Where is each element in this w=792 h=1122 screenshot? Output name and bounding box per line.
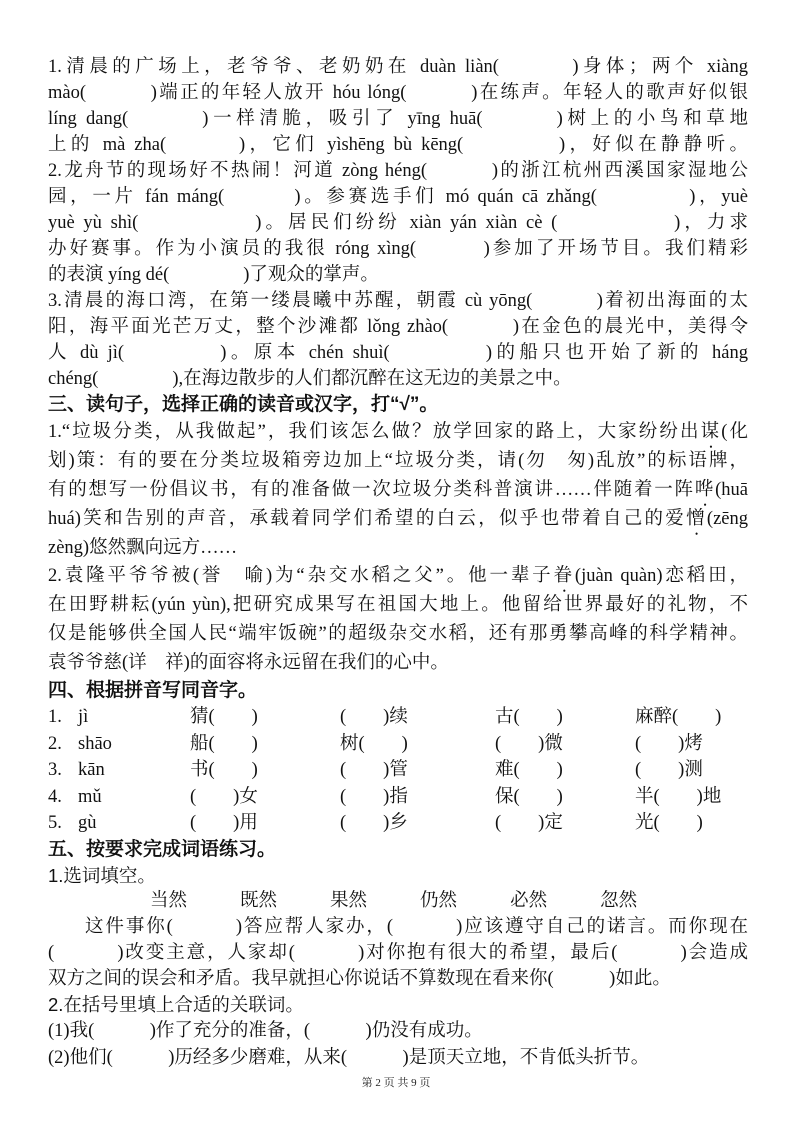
homophone-table xyxy=(48,704,748,837)
line-text: (zēng xyxy=(706,508,748,529)
table-row xyxy=(48,810,748,837)
row-number: 4. xyxy=(48,786,62,807)
part-1-title: 1.选词填空。 xyxy=(48,864,156,886)
row-pinyin: kān xyxy=(78,760,105,781)
fill-in-cell: 难( ) xyxy=(495,760,563,781)
table-row xyxy=(48,704,748,731)
passage-line xyxy=(48,620,748,649)
line-text: 3.清晨的海口湾，在第一缕晨曦中苏醒，朝霞 cù yōng( )着初出海面的太 xyxy=(48,291,748,311)
row-pinyin: shāo xyxy=(78,733,112,754)
row-number: 5. xyxy=(48,813,62,834)
line-text: líng dang( )一样清脆，吸引了 yīng huā( )树上的小鸟和草地 xyxy=(48,109,748,129)
row-pinyin: mǔ xyxy=(78,786,102,807)
fill-in-cell: ( )微 xyxy=(495,733,563,754)
section-4-heading: 四、根据拼音写同音字。 xyxy=(48,680,258,702)
passage-line xyxy=(48,184,748,210)
fill-in-cell: 保( ) xyxy=(495,786,563,807)
conjunction-item-1: (1)我( )作了充分的准备，( )仍没有成功。 xyxy=(48,1021,483,1042)
fill-in-cell: ( )指 xyxy=(340,786,408,807)
passage-line xyxy=(48,914,748,940)
word-option: 果然 xyxy=(330,890,368,911)
fill-in-cell: 猜( ) xyxy=(190,707,258,728)
word-options xyxy=(48,889,748,914)
line-text: mào( )端正的年轻人放开 hóu lóng( )在练声。年轻人的歌声好似银 xyxy=(48,83,748,103)
line-text: 1.“垃圾分类，从我做起”，我们该怎么做？放学回家的路上，大家纷纷出 xyxy=(48,422,701,442)
section-5-heading: 五、按要求完成词语练习。 xyxy=(48,838,277,860)
line-text: 双方之间的误会和矛盾。我早就担心你说话不算数现在看来你( )如此。 xyxy=(48,969,671,990)
table-row xyxy=(48,757,748,784)
fill-in-cell: 船( ) xyxy=(190,733,258,754)
passage-line xyxy=(48,476,748,505)
word-option: 必然 xyxy=(510,890,548,911)
passage-3-1 xyxy=(48,418,748,562)
fill-in-cell: 书( ) xyxy=(190,760,258,781)
row-pinyin: jì xyxy=(78,707,89,728)
passage-line xyxy=(48,132,748,158)
line-text: 在田野耕 xyxy=(48,595,131,616)
word-option: 既然 xyxy=(240,890,278,911)
row-pinyin: gù xyxy=(78,813,97,834)
line-text: yuè yù shì( )。居民们纷纷 xiàn yán xiàn cè ( )，力求 xyxy=(48,213,748,233)
passage-line xyxy=(48,210,748,236)
section-5 xyxy=(48,837,748,1072)
line-text: 2.龙舟节的现场好不热闹！河道 zòng héng( )的浙江杭州西溪国家湿地公 xyxy=(48,161,748,181)
line-text: (yún yùn),把研究成果写在祖国大地上。他留给世界最好的礼物，不 xyxy=(151,595,748,616)
line-text: 划)策：有的要在分类垃圾箱旁边加上“垃圾分类，请(勿 匆)乱放”的标语牌， xyxy=(48,450,748,471)
part-2-title: 2.在括号里填上合适的关联词。 xyxy=(48,994,304,1016)
passage-line xyxy=(48,288,748,314)
fill-in-cell: ( )烤 xyxy=(635,733,703,754)
line-text: 园，一片 fán máng( )。参赛选手们 mó quán cā zhǎng( )，yuè xyxy=(48,187,748,207)
passage-line xyxy=(48,418,748,447)
line-text: (juàn quàn)恋稻田， xyxy=(574,566,748,587)
passage-line xyxy=(48,505,748,534)
table-row xyxy=(48,784,748,811)
line-text: 办好赛事。作为小演员的我很 róng xìng( )参加了开场节目。我们精彩 xyxy=(48,239,748,259)
fill-in-cell: ( )续 xyxy=(340,707,408,728)
passage-line xyxy=(48,447,748,476)
fill-in-cell: 光( ) xyxy=(635,813,703,834)
fill-in-cell: ( )用 xyxy=(190,813,258,834)
passage-line xyxy=(48,366,748,392)
section-3 xyxy=(48,392,748,678)
passage-2-3 xyxy=(48,288,748,392)
passage-2-2 xyxy=(48,158,748,288)
section-pinyin-passages xyxy=(48,54,748,392)
word-option: 当然 xyxy=(150,890,188,911)
line-text: 的表演 yíng dé( )了观众的掌声。 xyxy=(48,265,379,285)
passage-line xyxy=(48,262,748,288)
fill-in-cell: ( )女 xyxy=(190,786,258,807)
fill-in-cell: 半( )地 xyxy=(635,786,722,807)
line-text: 袁爷爷慈(详 祥)的面容将永远留在我们的心中。 xyxy=(48,653,449,674)
passage-line xyxy=(48,80,748,106)
passage-line xyxy=(48,966,748,992)
fill-in-cell: 古( ) xyxy=(495,707,563,728)
line-text: 仅是能够供全国人民“端牢饭碗”的超级杂交水稻，还有那勇攀高峰的科学精神。 xyxy=(48,624,748,645)
page-content xyxy=(48,54,748,1071)
emphasized-character: 憎 xyxy=(686,508,707,529)
row-number: 3. xyxy=(48,760,62,781)
passage-line xyxy=(48,54,748,80)
word-option: 仍然 xyxy=(420,890,458,911)
row-number: 2. xyxy=(48,733,62,754)
fill-in-cell: 麻醉( ) xyxy=(635,707,722,728)
page-footer: 第 2 页 共 9 页 xyxy=(361,1077,431,1089)
passage-2-1 xyxy=(48,54,748,158)
line-text: ( )改变主意，人家却( )对你抱有很大的希望，最后( )会造成 xyxy=(48,942,748,963)
passage-line xyxy=(48,649,748,678)
line-text: (huā xyxy=(715,479,748,500)
emphasized-character: 眷 xyxy=(553,566,575,587)
table-row xyxy=(48,731,748,758)
line-text: (化 xyxy=(721,422,748,442)
row-number: 1. xyxy=(48,707,62,728)
passage-line xyxy=(48,340,748,366)
passage-line xyxy=(48,562,748,591)
section-4 xyxy=(48,678,748,837)
line-text: 人 dù jì( )。原本 chén shuì( )的船只也开始了新的 háng xyxy=(48,343,748,363)
fill-in-cell: ( )乡 xyxy=(340,813,408,834)
conjunction-item-2: (2)他们( )历经多少磨难，从来( )是顶天立地，不肯低头折节。 xyxy=(48,1047,650,1068)
line-text: zèng)悠然飘向远方…… xyxy=(48,537,238,558)
section-3-heading: 三、读句子，选择正确的读音或汉字，打“√”。 xyxy=(48,394,439,415)
line-text: chéng( ),在海边散步的人们都沉醉在这无边的美景之中。 xyxy=(48,369,572,389)
line-text: 2.袁隆平爷爷被(誉 喻)为“杂交水稻之父”。他一辈子 xyxy=(48,566,554,587)
fill-in-cell: ( )管 xyxy=(340,760,408,781)
passage-line xyxy=(48,314,748,340)
passage-line xyxy=(48,591,748,620)
line-text: 上的 mà zha( )，它们 yìshēng bù kēng( )，好似在静静听。 xyxy=(48,135,748,155)
line-text: 有的想写一份倡议书，有的准备做一次垃圾分类科普演讲……伴随着一阵 xyxy=(48,479,695,500)
fill-in-cell: ( )测 xyxy=(635,760,703,781)
line-text: huá)笑和告别的声音，承载着同学们希望的白云，似乎也带着自己的爱 xyxy=(48,508,687,529)
fill-in-cell: ( )定 xyxy=(495,813,563,834)
emphasized-character: 哗 xyxy=(694,479,716,500)
passage-line xyxy=(48,106,748,132)
line-text: 阳，海平面光芒万丈，整个沙滩都 lǒng zhào( )在金色的晨光中，美得令 xyxy=(48,317,748,337)
passage-line xyxy=(48,534,748,563)
word-option: 忽然 xyxy=(600,890,638,911)
passage-line xyxy=(48,158,748,184)
emphasized-character: 耘 xyxy=(130,595,152,616)
fill-in-cell: 树( ) xyxy=(340,733,408,754)
line-text: 1.清晨的广场上，老爷爷、老奶奶在 duàn liàn( )身体；两个 xiàng xyxy=(48,57,748,77)
passage-3-2 xyxy=(48,562,748,678)
emphasized-character: 谋 xyxy=(700,422,722,442)
passage-line xyxy=(48,236,748,262)
passage-5-1 xyxy=(48,914,748,993)
line-text: 这件事你( )答应帮人家办，( )应该遵守自己的诺言。而你现在 xyxy=(85,916,748,937)
passage-line xyxy=(48,940,748,966)
